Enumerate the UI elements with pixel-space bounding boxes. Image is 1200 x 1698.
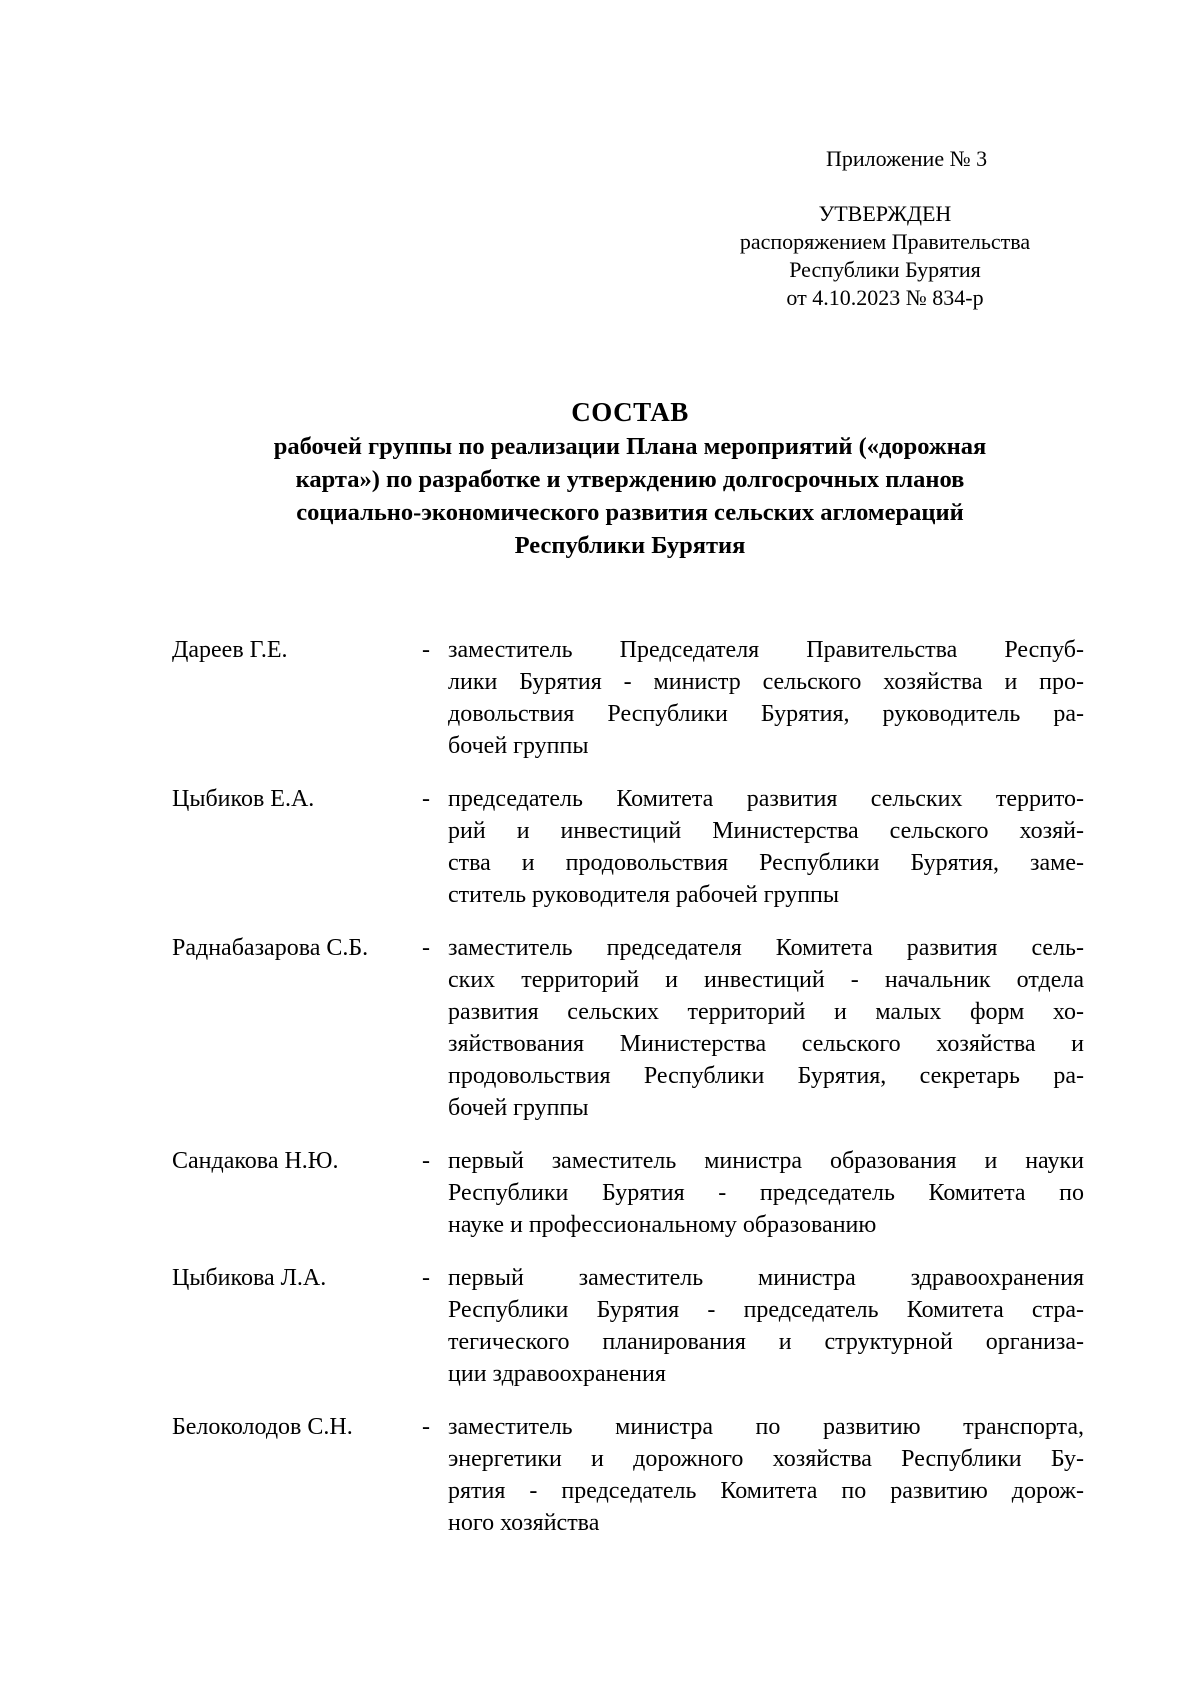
member-row	[172, 634, 1084, 762]
approval-authority: распоряжением Правительства	[739, 229, 1031, 254]
member-role-line: ства и продовольствия Республики Бурятия, заме-	[448, 850, 1084, 876]
document-title	[130, 394, 1130, 562]
approval-region: Республики Бурятия	[789, 257, 981, 282]
member-role-line: зяйствования Министерства сельского хозяйства и	[448, 1031, 1084, 1057]
member-role-line: бочей группы	[448, 733, 589, 759]
member-role-line: развития сельских территорий и малых форм хо-	[448, 999, 1084, 1025]
member-name: Раднабазарова С.Б.	[172, 935, 369, 961]
title-line-2: карта») по разработке и утверждению долгосрочных планов	[295, 466, 965, 493]
member-role	[448, 1145, 1084, 1241]
approval-stamp	[700, 200, 1070, 312]
member-name: Цыбикова Л.А.	[172, 1265, 327, 1291]
member-role-line: заместитель Председателя Правительства Респуб-	[448, 637, 1084, 663]
member-role	[448, 932, 1084, 1124]
member-name: Дареев Г.Е.	[172, 637, 288, 663]
member-dash: -	[422, 935, 430, 961]
approval-status: УТВЕРЖДЕН	[818, 201, 952, 226]
member-role-line: заместитель министра по развитию транспорта,	[448, 1414, 1084, 1440]
member-row	[172, 1411, 1084, 1539]
member-role	[448, 783, 1084, 911]
member-role-line: первый заместитель министра образования и науки	[448, 1148, 1084, 1174]
member-dash: -	[422, 786, 430, 812]
member-row	[172, 1262, 1084, 1390]
member-role-line: тегического планирования и структурной организа-	[448, 1329, 1084, 1355]
member-name: Сандакова Н.Ю.	[172, 1148, 339, 1174]
member-role-line: науке и профессиональному образованию	[448, 1212, 877, 1238]
member-list	[172, 634, 1084, 1560]
member-role-line: ских территорий и инвестиций - начальник отдела	[448, 967, 1084, 993]
member-row	[172, 1145, 1084, 1241]
member-role-line: заместитель председателя Комитета развития сель-	[448, 935, 1084, 961]
member-dash: -	[422, 1148, 430, 1174]
member-role	[448, 1411, 1084, 1539]
approval-date-number: от 4.10.2023 № 834-р	[786, 285, 984, 310]
member-role-line: Республики Бурятия - председатель Комитета стра-	[448, 1297, 1084, 1323]
member-role-line: первый заместитель министра здравоохранения	[448, 1265, 1084, 1291]
member-role-line: Республики Бурятия - председатель Комитета по	[448, 1180, 1084, 1206]
title-line-3: социально-экономического развития сельских агломераций	[296, 499, 964, 526]
member-row	[172, 783, 1084, 911]
title-line-1: рабочей группы по реализации Плана мероприятий («дорожная	[273, 433, 987, 460]
member-role-line: рий и инвестиций Министерства сельского хозяй-	[448, 818, 1084, 844]
annex-label: Приложение № 3	[826, 146, 988, 171]
member-dash: -	[422, 1265, 430, 1291]
member-name: Белоколодов С.Н.	[172, 1414, 353, 1440]
member-role-line: лики Бурятия - министр сельского хозяйства и про-	[448, 669, 1084, 695]
member-role-line: ции здравоохранения	[448, 1361, 666, 1387]
member-role	[448, 1262, 1084, 1390]
member-role-line: продовольствия Республики Бурятия, секретарь ра-	[448, 1063, 1084, 1089]
member-role-line: ститель руководителя рабочей группы	[448, 882, 840, 908]
member-dash: -	[422, 637, 430, 663]
title-main: СОСТАВ	[571, 397, 689, 427]
member-role-line: довольствия Республики Бурятия, руководитель ра-	[448, 701, 1084, 727]
member-dash: -	[422, 1414, 430, 1440]
member-role-line: председатель Комитета развития сельских террито-	[448, 786, 1084, 812]
member-role-line: энергетики и дорожного хозяйства Республики Бу-	[448, 1446, 1084, 1472]
member-name: Цыбиков Е.А.	[172, 786, 315, 812]
member-role-line: ного хозяйства	[448, 1510, 600, 1536]
member-role	[448, 634, 1084, 762]
title-line-4: Республики Бурятия	[514, 532, 746, 559]
member-role-line: бочей группы	[448, 1095, 589, 1121]
member-row	[172, 932, 1084, 1124]
member-role-line: рятия - председатель Комитета по развитию дорож-	[448, 1478, 1084, 1504]
